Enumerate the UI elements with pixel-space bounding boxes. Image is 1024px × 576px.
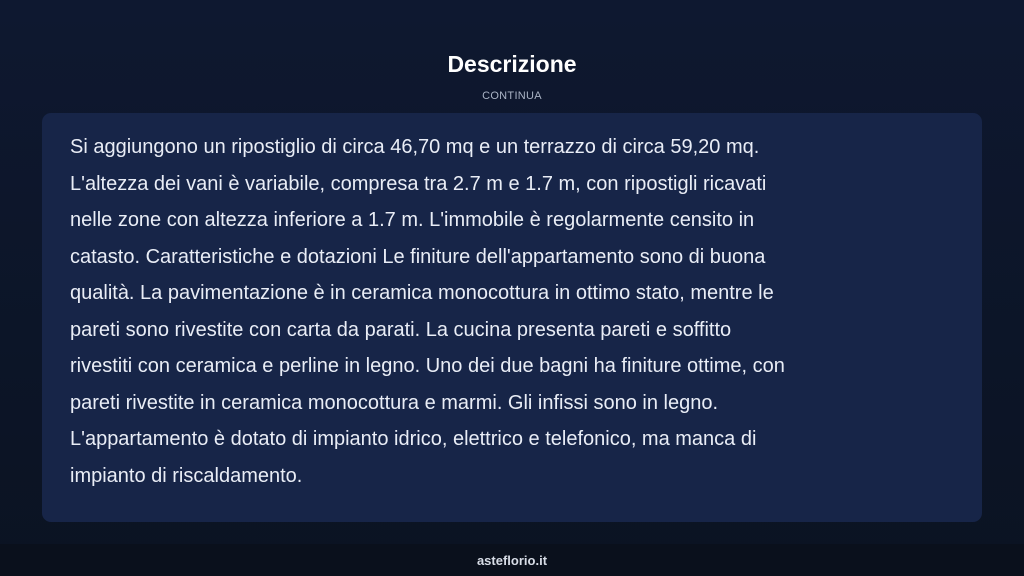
description-card	[42, 113, 982, 522]
page-subtitle: CONTINUA	[482, 90, 542, 102]
footer-site-label: asteflorio.it	[476, 553, 548, 568]
footer-bar	[0, 544, 1024, 576]
page-title: Descrizione	[447, 51, 577, 77]
description-text: Si aggiungono un ripostiglio di circa 46,70 mq e un terrazzo di circa 59,20 mq. L'altezza dei vani è variabile, compresa tra 2.7 m e 1.7 m, con ripostigli ricavati nelle zone con altezza inferiore a 1.7 m. L'immobile è regolarmente censito in catasto. Caratteristiche e dotazioni Le finiture dell'appartamento sono di buona qualità. La pavimentazione è in ceramica monocottura in ottimo stato, mentre le pareti sono rivestite con carta da parati. La cucina presenta pareti e soffitto rivestiti con ceramica e perline in legno. Uno dei due bagni ha finiture ottime, con pareti rivestite in ceramica monocottura e marmi. Gli infissi sono in legno. L'appartamento è dotato di impianto idrico, elettrico e telefonico, ma manca di impianto di riscaldamento.	[70, 136, 785, 487]
